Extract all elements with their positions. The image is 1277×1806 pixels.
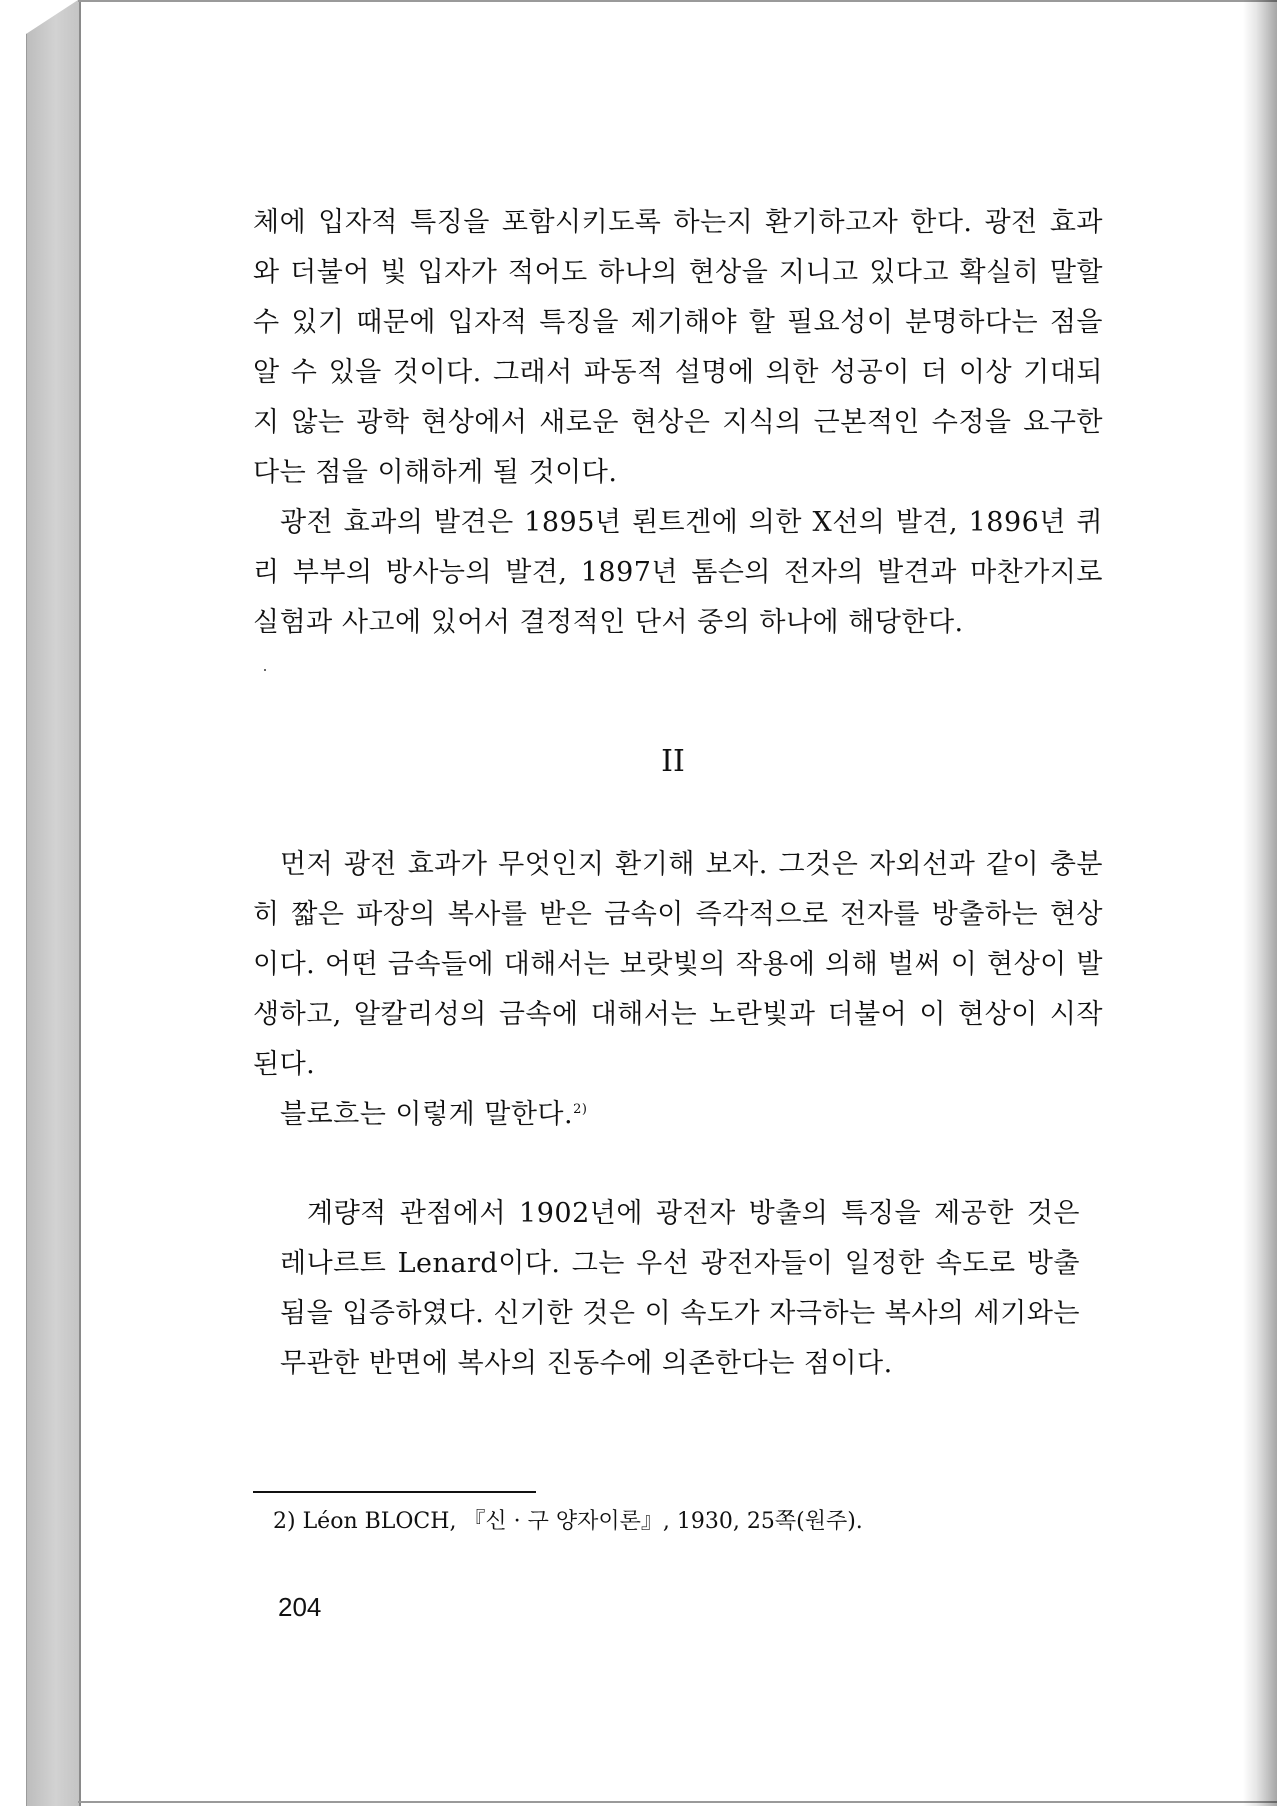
footnote: 2) Léon BLOCH, 『신 · 구 양자이론』, 1930, 25쪽(원주). bbox=[273, 1509, 863, 1534]
section-heading: II bbox=[661, 744, 685, 779]
block-quote: 계량적 관점에서 1902년에 광전자 방출의 특징을 제공한 것은 레나르트 Lenard이다. 그는 우선 광전자들이 일정한 속도로 방출됨을 입증하였다. 신기한 것은 이 속도가 자극하는 복사의 세기와는 무관한 반면에 복사의 진동수에 의존한다는 점이다. bbox=[280, 1198, 1080, 1379]
spine-corner bbox=[26, 0, 78, 34]
book-spine bbox=[26, 0, 81, 1806]
speck bbox=[264, 669, 266, 671]
paragraph-4 bbox=[253, 1090, 1103, 1140]
paragraph-1: 체에 입자적 특징을 포함시키도록 하는지 환기하고자 한다. 광전 효과와 더불어 빛 입자가 적어도 하나의 현상을 지니고 있다고 확실히 말할 수 있기 때문에 입자적 특징을 제기해야 할 필요성이 분명하다는 점을 알 수 있을 것이다. 그래서 파동적 설명에 의한 성공이 더 이상 기대되지 않는 광학 현상에서 새로운 현상은 지식의 근본적인 수정을 요구한다는 점을 이해하게 될 것이다. bbox=[253, 207, 1103, 488]
paragraph-4-text: 블로흐는 이렇게 말한다. bbox=[280, 1099, 574, 1130]
book-page bbox=[78, 2, 1243, 1801]
footnote-rule bbox=[253, 1491, 536, 1493]
page-number: 204 bbox=[278, 1592, 322, 1622]
footnote-mark: 2) bbox=[573, 1102, 588, 1117]
paragraph-2: 광전 효과의 발견은 1895년 뢴트겐에 의한 X선의 발견, 1896년 퀴리 부부의 방사능의 발견, 1897년 톰슨의 전자의 발견과 마찬가지로 실험과 사고에 있어서 결정적인 단서 중의 하나에 해당한다. bbox=[253, 507, 1103, 638]
page-edge-shadow bbox=[1243, 0, 1277, 1806]
page-bottom-edge bbox=[78, 1801, 1277, 1803]
paragraph-3: 먼저 광전 효과가 무엇인지 환기해 보자. 그것은 자외선과 같이 충분히 짧은 파장의 복사를 받은 금속이 즉각적으로 전자를 방출하는 현상이다. 어떤 금속들에 대해서는 보랏빛의 작용에 의해 벌써 이 현상이 발생하고, 알칼리성의 금속에 대해서는 노란빛과 더불어 이 현상이 시작된다. bbox=[253, 849, 1103, 1080]
